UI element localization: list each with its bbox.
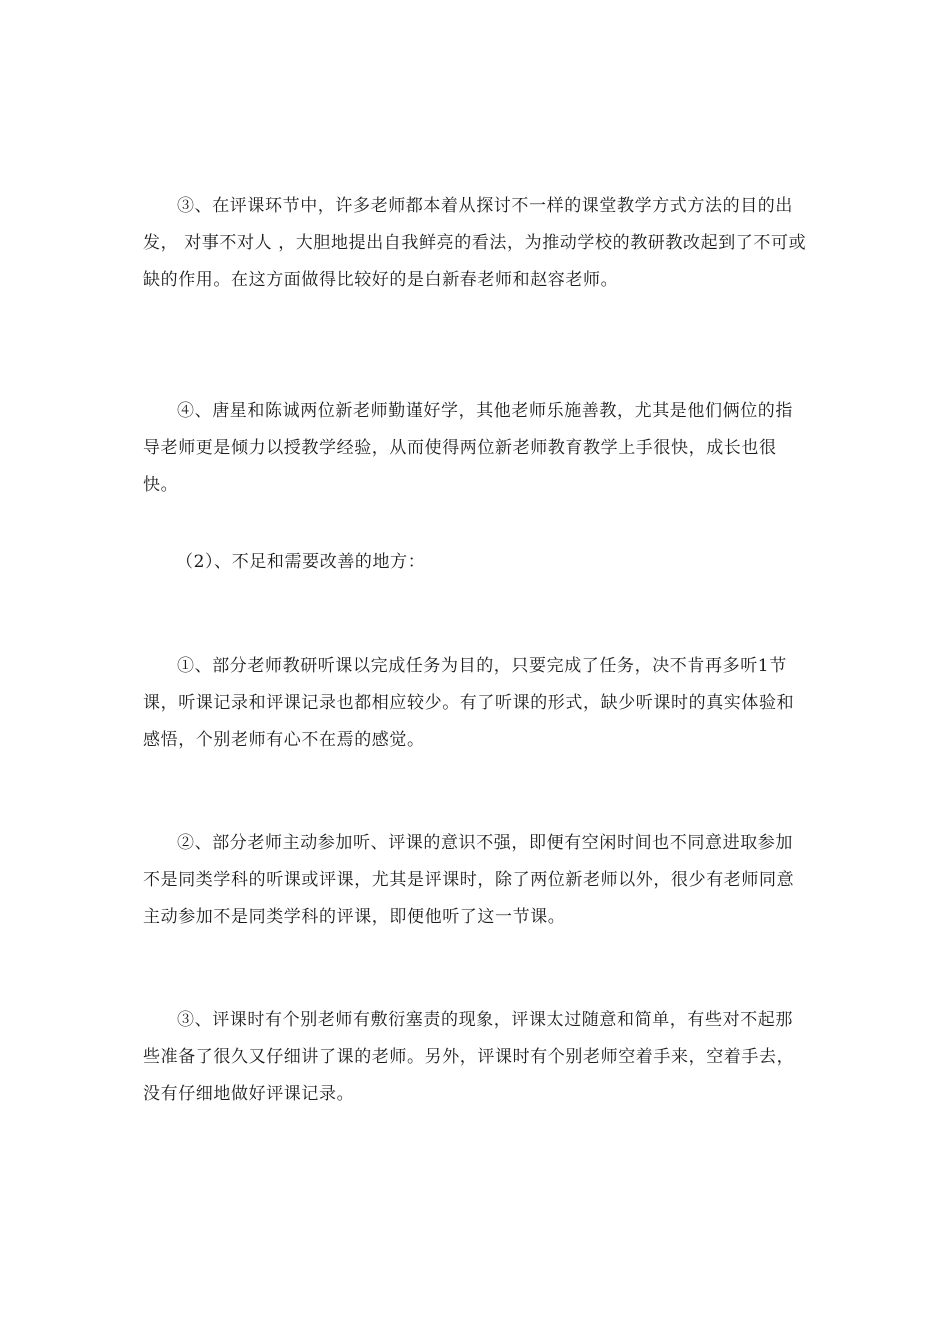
section-heading-shortcomings: （2）、不足和需要改善的地方： <box>176 552 426 572</box>
paragraph-shortcoming-1: ①、部分老师教研听课以完成任务为目的，只要完成了任务，决不肯再多听1节课，听课记录和评课记录也都相应较少。有了听课的形式，缺少听课时的真实体验和感悟，个别老师有心不在焉的感觉。 <box>143 656 795 750</box>
paragraph-evaluation-discussion: ③、在评课环节中，许多老师都本着从探讨不一样的课堂教学方式方法的目的出发， 对事不对人 ，大胆地提出自我鲜亮的看法，为推动学校的教研教改起到了不可或缺的作用。在这方面做得比较好的是白新春老师和赵容老师。 <box>143 196 807 290</box>
paragraph-new-teachers: ④、唐星和陈诚两位新老师勤谨好学，其他老师乐施善教，尤其是他们俩位的指导老师更是倾力以授教学经验，从而使得两位新老师教育教学上手很快，成长也很快。 <box>143 401 793 495</box>
paragraph-shortcoming-3: ③、评课时有个别老师有敷衍塞责的现象，评课太过随意和简单，有些对不起那些准备了很久又仔细讲了课的老师。另外，评课时有个别老师空着手来，空着手去，没有仔细地做好评课记录。 <box>143 1010 795 1104</box>
paragraph-shortcoming-2: ②、部分老师主动参加听、评课的意识不强，即便有空闲时间也不同意进取参加不是同类学科的听课或评课，尤其是评课时，除了两位新老师以外，很少有老师同意主动参加不是同类学科的评课，即便他听了这一节课。 <box>143 833 795 927</box>
